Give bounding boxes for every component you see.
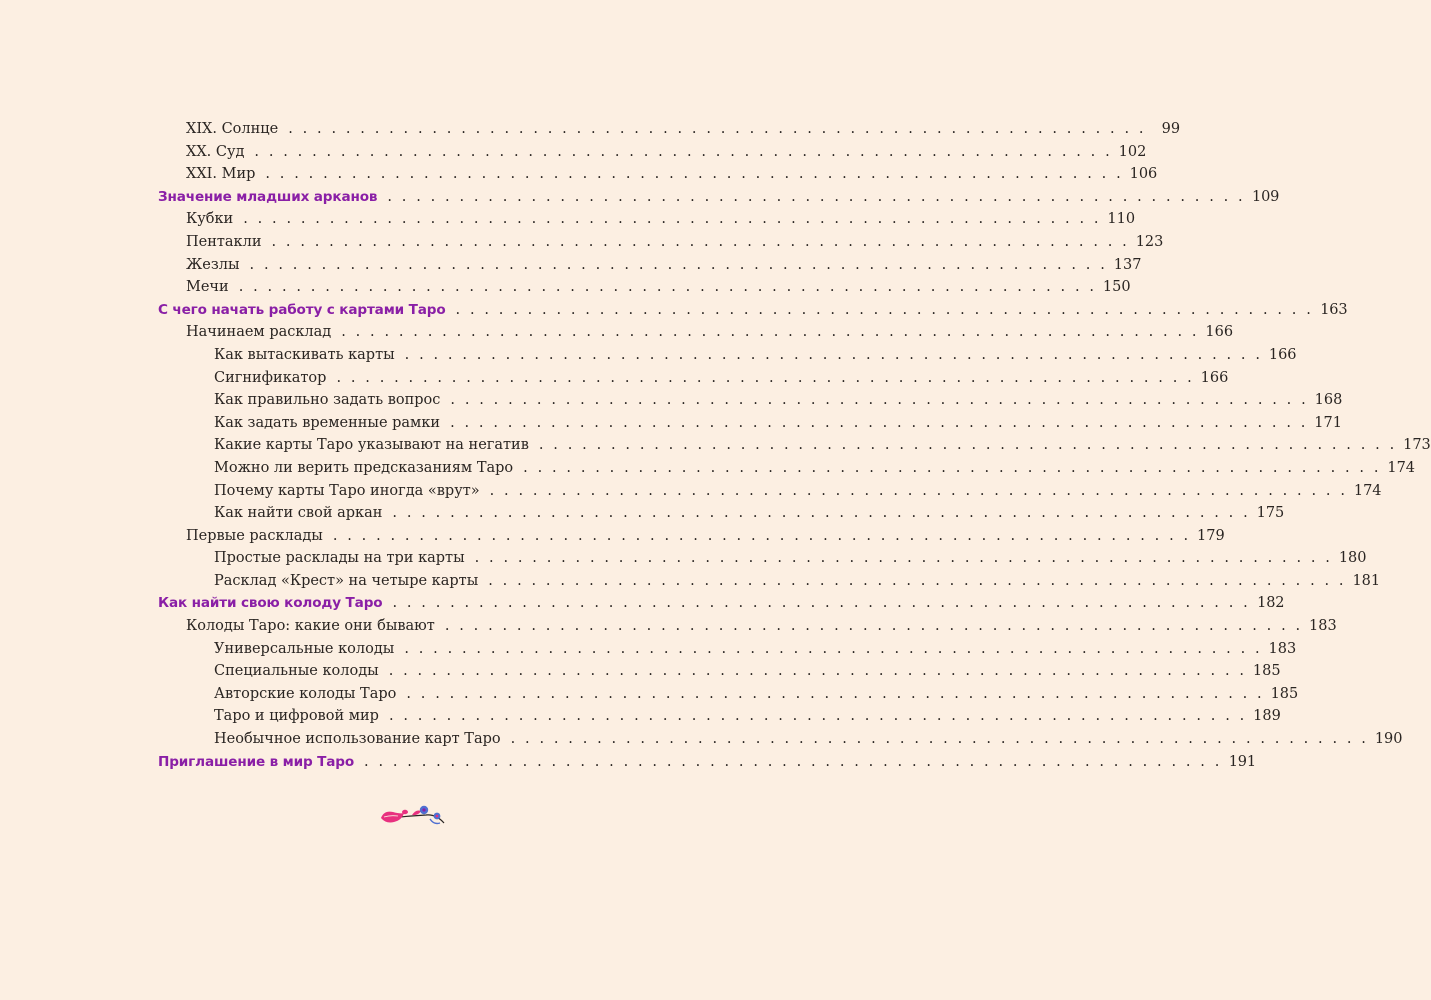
toc-entry — [158, 276, 1131, 299]
toc-section-heading — [158, 186, 1280, 209]
toc-entry-title: Почему карты Таро иногда «врут» — [214, 482, 480, 499]
toc-dot-leader: . . . . . . . . . . . . . . . . . . . . . . . . . . . . . . . . . . . . . . . . . . . . . . . . . . . . . . . . . . . . — [249, 256, 1108, 273]
toc-section-heading — [158, 592, 1285, 615]
toc-dot-leader: . . . . . . . . . . . . . . . . . . . . . . . . . . . . . . . . . . . . . . . . . . . . . . . . . . . . . . . . . . . . — [341, 324, 1200, 341]
toc-page-number: 182 — [1257, 595, 1285, 612]
toc-entry-title: Простые расклады на три карты — [214, 550, 465, 567]
toc-entry — [158, 705, 1281, 728]
toc-page-number: 166 — [1268, 346, 1297, 363]
toc-dot-leader: . . . . . . . . . . . . . . . . . . . . . . . . . . . . . . . . . . . . . . . . . . . . . . . . . . . . . . . . . . . . — [332, 527, 1191, 544]
toc-page-number: 173 — [1403, 437, 1431, 454]
toc-page-number: 189 — [1253, 708, 1281, 725]
flower-ornament-icon — [378, 803, 450, 829]
toc-page-number: 166 — [1200, 369, 1229, 386]
toc-entry-title: Первые расклады — [186, 527, 323, 544]
toc-entry-title: Сигнификатор — [214, 369, 327, 386]
toc-entry-title: Таро и цифровой мир — [214, 708, 379, 725]
toc-dot-leader: . . . . . . . . . . . . . . . . . . . . . . . . . . . . . . . . . . . . . . . . . . . . . . . . . . . . . . . . . . . . — [388, 663, 1247, 680]
toc-entry-title: XXI. Мир — [186, 166, 256, 183]
toc-entry-title: Расклад «Крест» на четыре карты — [214, 572, 479, 589]
toc-dot-leader: . . . . . . . . . . . . . . . . . . . . . . . . . . . . . . . . . . . . . . . . . . . . . . . . . . . . . . . . . . . . — [450, 414, 1308, 431]
toc-page-number: 123 — [1135, 233, 1164, 250]
toc-section-heading — [158, 299, 1348, 322]
toc-page-number: 137 — [1113, 256, 1142, 273]
toc-page-number: 181 — [1352, 572, 1381, 589]
toc-entry — [158, 321, 1234, 344]
toc-entry — [158, 412, 1342, 435]
toc-entry — [158, 367, 1229, 390]
toc-entry — [158, 638, 1297, 661]
toc-page-number: 174 — [1387, 459, 1416, 476]
toc-dot-leader: . . . . . . . . . . . . . . . . . . . . . . . . . . . . . . . . . . . . . . . . . . . . . . . . . . . . . . . . . . . . — [238, 279, 1097, 296]
toc-entry-title: Как вытаскивать карты — [214, 346, 395, 363]
toc-dot-leader: . . . . . . . . . . . . . . . . . . . . . . . . . . . . . . . . . . . . . . . . . . . . . . . . . . . . . . . . . . . . — [404, 640, 1263, 657]
toc-dot-leader: . . . . . . . . . . . . . . . . . . . . . . . . . . . . . . . . . . . . . . . . . . . . . . . . . . . . . . . . . . . . — [288, 121, 1147, 137]
toc-entry-title: XX. Суд — [186, 143, 245, 160]
toc-page-number: 190 — [1374, 731, 1403, 748]
toc-entry-title: Специальные колоды — [214, 663, 379, 680]
toc-entry-title: Жезлы — [186, 256, 240, 273]
toc-dot-leader: . . . . . . . . . . . . . . . . . . . . . . . . . . . . . . . . . . . . . . . . . . . . . . . . . . . . . . . . . . . . — [392, 595, 1251, 612]
toc-entry-title: Как задать временные рамки — [214, 414, 441, 431]
toc-entry-title: Колоды Таро: какие они бывают — [186, 618, 435, 635]
toc-dot-leader: . . . . . . . . . . . . . . . . . . . . . . . . . . . . . . . . . . . . . . . . . . . . . . . . . . . . . . . . . . . . — [488, 572, 1347, 589]
toc-dot-leader: . . . . . . . . . . . . . . . . . . . . . . . . . . . . . . . . . . . . . . . . . . . . . . . . . . . . . . . . . . . . — [265, 166, 1124, 183]
toc-page-number: 150 — [1102, 279, 1131, 296]
toc-entry-title: Какие карты Таро указывают на негатив — [214, 437, 529, 454]
toc-entry-title: Универсальные колоды — [214, 640, 395, 657]
toc-entry — [158, 344, 1297, 367]
toc-dot-leader: . . . . . . . . . . . . . . . . . . . . . . . . . . . . . . . . . . . . . . . . . . . . . . . . . . . . . . . . . . . . — [489, 482, 1348, 499]
toc-dot-leader: . . . . . . . . . . . . . . . . . . . . . . . . . . . . . . . . . . . . . . . . . . . . . . . . . . . . . . . . . . . . — [406, 685, 1265, 702]
toc-entry — [158, 547, 1367, 570]
toc-dot-leader: . . . . . . . . . . . . . . . . . . . . . . . . . . . . . . . . . . . . . . . . . . . . . . . . . . . . . . . . . . . . — [388, 708, 1247, 725]
toc-entry-title: Авторские колоды Таро — [214, 685, 397, 702]
toc-dot-leader: . . . . . . . . . . . . . . . . . . . . . . . . . . . . . . . . . . . . . . . . . . . . . . . . . . . . . . . . . . . . — [510, 731, 1369, 748]
toc-entry-title: XIX. Солнце — [186, 121, 279, 137]
toc-page-number: 175 — [1256, 505, 1285, 522]
toc-dot-leader: . . . . . . . . . . . . . . . . . . . . . . . . . . . . . . . . . . . . . . . . . . . . . . . . . . . . . . . . . . . . — [271, 233, 1130, 250]
toc-page-number: 191 — [1228, 753, 1256, 770]
toc-entry-title: Начинаем расклад — [186, 324, 332, 341]
toc-dot-leader: . . . . . . . . . . . . . . . . . . . . . . . . . . . . . . . . . . . . . . . . . . . . . . . . . . . . . . . . . . . . — [474, 550, 1333, 567]
toc-page-number: 166 — [1205, 324, 1234, 341]
toc-page-number: 179 — [1197, 527, 1225, 544]
toc-entry — [158, 683, 1299, 706]
toc-page-number: 171 — [1314, 414, 1342, 431]
toc-entry — [158, 502, 1285, 525]
toc-entry — [158, 457, 1416, 480]
toc-entry-title: Как найти свой аркан — [214, 505, 383, 522]
toc-page-number: 185 — [1270, 685, 1299, 702]
toc-dot-leader: . . . . . . . . . . . . . . . . . . . . . . . . . . . . . . . . . . . . . . . . . . . . . . . . . . . . . . . . . . . . — [444, 618, 1303, 635]
toc-dot-leader: . . . . . . . . . . . . . . . . . . . . . . . . . . . . . . . . . . . . . . . . . . . . . . . . . . . . . . . . . . . . — [254, 143, 1113, 160]
toc-page-number: 183 — [1309, 618, 1337, 635]
toc-page-number: 183 — [1268, 640, 1297, 657]
toc-dot-leader: . . . . . . . . . . . . . . . . . . . . . . . . . . . . . . . . . . . . . . . . . . . . . . . . . . . . . . . . . . . . — [387, 188, 1246, 205]
toc-page-number: 106 — [1129, 166, 1158, 183]
toc-dot-leader: . . . . . . . . . . . . . . . . . . . . . . . . . . . . . . . . . . . . . . . . . . . . . . . . . . . . . . . . . . . . — [392, 505, 1251, 522]
toc-entry-title: Значение младших арканов — [158, 188, 378, 205]
toc-dot-leader: . . . . . . . . . . . . . . . . . . . . . . . . . . . . . . . . . . . . . . . . . . . . . . . . . . . . . . . . . . . . — [455, 301, 1314, 318]
toc-entry-title: Как правильно задать вопрос — [214, 392, 441, 409]
toc-page-number: 109 — [1252, 188, 1280, 205]
toc-entry — [158, 141, 1147, 164]
toc-entry — [158, 231, 1164, 254]
toc-dot-leader: . . . . . . . . . . . . . . . . . . . . . . . . . . . . . . . . . . . . . . . . . . . . . . . . . . . . . . . . . . . . — [404, 346, 1263, 363]
toc-page-number: 174 — [1353, 482, 1382, 499]
toc-entry-title: С чего начать работу с картами Таро — [158, 301, 446, 318]
toc-page-number: 180 — [1338, 550, 1367, 567]
toc-entry — [158, 389, 1343, 412]
toc-dot-leader: . . . . . . . . . . . . . . . . . . . . . . . . . . . . . . . . . . . . . . . . . . . . . . . . . . . . . . . . . . . . — [364, 753, 1222, 770]
toc-entry-title: Мечи — [186, 279, 229, 296]
toc-entry — [158, 163, 1158, 186]
toc-page-number: 102 — [1118, 143, 1147, 160]
toc-dot-leader: . . . . . . . . . . . . . . . . . . . . . . . . . . . . . . . . . . . . . . . . . . . . . . . . . . . . . . . . . . . . — [523, 459, 1382, 476]
toc-entry — [158, 728, 1403, 751]
toc-entry-title: Как найти свою колоду Таро — [158, 595, 383, 612]
toc-entry — [158, 434, 1431, 457]
toc-dot-leader: . . . . . . . . . . . . . . . . . . . . . . . . . . . . . . . . . . . . . . . . . . . . . . . . . . . . . . . . . . . . — [336, 369, 1195, 386]
toc-entry — [158, 570, 1381, 593]
toc-entry — [158, 118, 1181, 141]
toc-page-number: 168 — [1314, 392, 1343, 409]
toc-entry — [158, 254, 1142, 277]
toc-entry — [158, 525, 1225, 548]
toc-entry-title: Необычное использование карт Таро — [214, 731, 501, 748]
toc-entry-title: Приглашение в мир Таро — [158, 753, 355, 770]
toc-entry-title: Можно ли верить предсказаниям Таро — [214, 459, 514, 476]
toc-entry — [158, 208, 1136, 231]
toc-dot-leader: . . . . . . . . . . . . . . . . . . . . . . . . . . . . . . . . . . . . . . . . . . . . . . . . . . . . . . . . . . . . — [243, 211, 1102, 228]
toc-dot-leader: . . . . . . . . . . . . . . . . . . . . . . . . . . . . . . . . . . . . . . . . . . . . . . . . . . . . . . . . . . . . — [538, 437, 1397, 454]
toc-entry-title: Пентакли — [186, 233, 262, 250]
toc-page-number: 99 — [1161, 121, 1181, 137]
toc-page-number: 163 — [1320, 301, 1348, 318]
toc-entry — [158, 660, 1281, 683]
toc-entry — [158, 480, 1382, 503]
toc-section-heading — [158, 751, 1256, 774]
toc-page-number: 110 — [1107, 211, 1136, 228]
table-of-contents — [158, 118, 1431, 773]
toc-entry-title: Кубки — [186, 211, 234, 228]
toc-page-number: 185 — [1252, 663, 1281, 680]
toc-dot-leader: . . . . . . . . . . . . . . . . . . . . . . . . . . . . . . . . . . . . . . . . . . . . . . . . . . . . . . . . . . . . — [450, 392, 1309, 409]
toc-entry — [158, 615, 1337, 638]
